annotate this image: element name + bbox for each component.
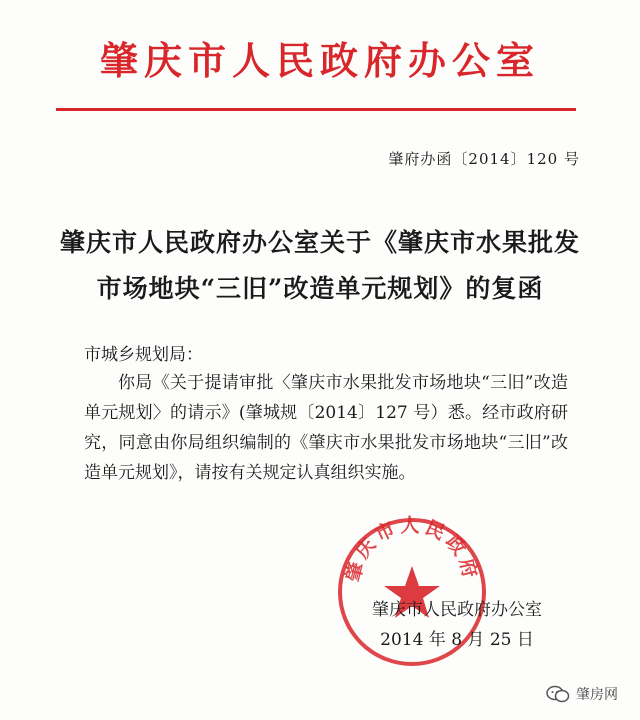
red-divider <box>56 108 576 111</box>
org-header: 肇庆市人民政府办公室 <box>99 39 540 83</box>
issuer-name: 肇庆市人民政府办公室 <box>372 600 542 620</box>
document-number: 肇府办函〔2014〕120 号 <box>388 150 580 168</box>
recipient: 市城乡规划局： <box>84 345 203 365</box>
seal-text: 肇庆市人民政府 <box>342 514 482 584</box>
document-title <box>60 220 580 312</box>
title-line-2: 市场地块“三旧”改造单元规划》的复函 <box>96 274 544 303</box>
wechat-icon <box>546 685 570 703</box>
watermark-text: 肇房网 <box>576 687 618 703</box>
body-paragraph: 你局《关于提请审批〈肇庆市水果批发市场地块“三旧”改造单元规划〉的请示》(肇城规〔2014〕127 号）悉。经市政府研究，同意由你局组织编制的《肇庆市水果批发市场地块“三旧”改造单元规划》，请按有关规定认真组织实施。 <box>84 373 568 483</box>
watermark <box>546 684 618 704</box>
issue-date: 2014 年 8 月 25 日 <box>380 630 534 650</box>
title-line-1: 肇庆市人民政府办公室关于《肇庆市水果批发 <box>60 228 581 257</box>
